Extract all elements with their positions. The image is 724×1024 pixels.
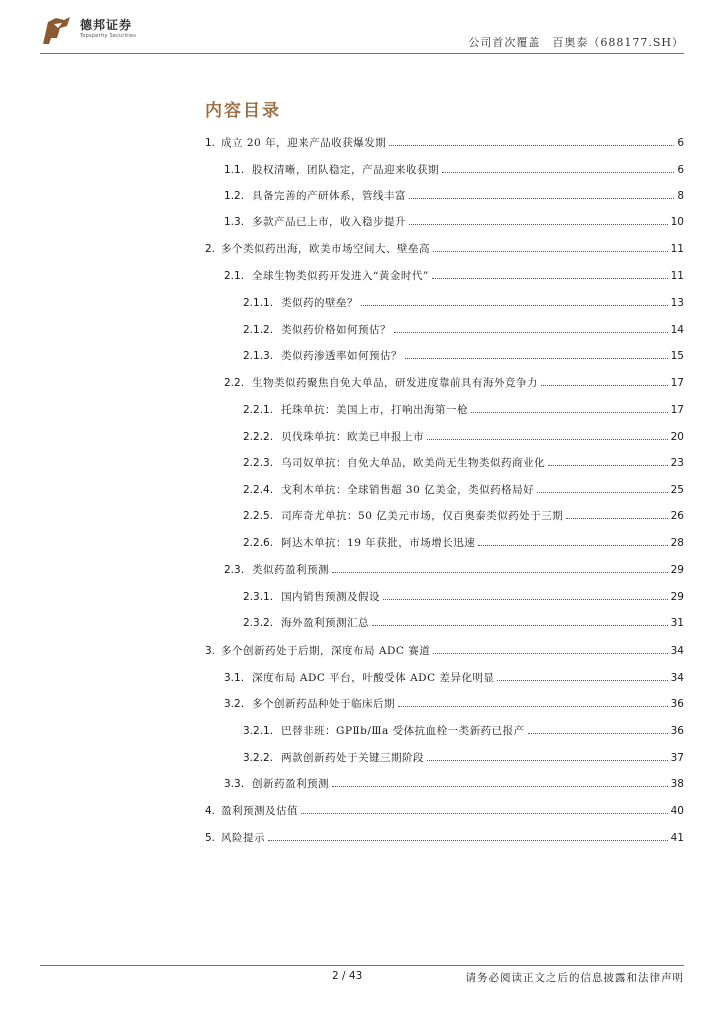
toc-entry-page: 36 bbox=[670, 725, 684, 737]
toc-entry-number: 3.2.2. bbox=[243, 752, 274, 764]
toc-leader-dots bbox=[427, 439, 668, 440]
brand-logo-icon bbox=[40, 14, 74, 48]
toc-entry-page: 23 bbox=[670, 457, 684, 469]
brand-name: 德邦证券 bbox=[80, 18, 133, 32]
toc-entry-number: 1.1. bbox=[224, 164, 245, 176]
toc-title: 内容目录 bbox=[205, 101, 281, 121]
toc-entry-text: 类似药盈利预测 bbox=[252, 564, 330, 576]
toc-leader-dots bbox=[332, 786, 668, 787]
toc-entry-page: 20 bbox=[670, 431, 684, 443]
toc-entry-text: 司库奇尤单抗：50 亿美元市场，仅百奥泰类似药处于三期 bbox=[281, 510, 564, 522]
toc-entry-number: 3.3. bbox=[224, 778, 245, 790]
toc-leader-dots bbox=[497, 680, 667, 681]
toc-entry-page: 15 bbox=[670, 350, 684, 362]
toc-entry-number: 2.2.2. bbox=[243, 431, 274, 443]
toc-entry-page: 6 bbox=[677, 164, 684, 176]
toc-entry-number: 2.1.2. bbox=[243, 324, 274, 336]
toc-leader-dots bbox=[372, 625, 668, 626]
toc-entry[interactable] bbox=[243, 403, 684, 417]
toc-leader-dots bbox=[528, 733, 668, 734]
toc-entry-page: 28 bbox=[670, 537, 684, 549]
toc-leader-dots bbox=[432, 278, 668, 279]
toc-entry[interactable] bbox=[224, 777, 684, 791]
toc-entry-text: 风险提示 bbox=[221, 832, 266, 844]
brand-logo bbox=[40, 14, 190, 50]
toc-entry-number: 2.1.1. bbox=[243, 297, 274, 309]
page-header bbox=[0, 0, 724, 60]
toc-entry-text: 托珠单抗：美国上市，打响出海第一枪 bbox=[281, 404, 469, 416]
toc-entry-number: 2.2.4. bbox=[243, 484, 274, 496]
toc-entry[interactable] bbox=[224, 376, 684, 390]
toc-entry[interactable] bbox=[243, 296, 684, 310]
toc-leader-dots bbox=[332, 572, 668, 573]
toc-entry-number: 1.2. bbox=[224, 190, 245, 202]
toc-leader-dots bbox=[478, 545, 667, 546]
toc-entry-text: 具备完善的产研体系，管线丰富 bbox=[252, 190, 407, 202]
footer-disclaimer: 请务必阅读正文之后的信息披露和法律声明 bbox=[465, 972, 684, 984]
toc-entry-text: 类似药的壁垒？ bbox=[281, 297, 359, 309]
toc-leader-dots bbox=[301, 813, 668, 814]
toc-entry-text: 多个创新药品种处于临床后期 bbox=[252, 698, 396, 710]
toc-leader-dots bbox=[471, 412, 668, 413]
toc-entry-page: 41 bbox=[670, 832, 684, 844]
toc-entry-number: 2.1. bbox=[224, 270, 245, 282]
toc-entry-number: 1.3. bbox=[224, 216, 245, 228]
toc-leader-dots bbox=[566, 518, 667, 519]
toc-entry-number: 2.1.3. bbox=[243, 350, 274, 362]
toc-entry-text: 阿达木单抗：19 年获批，市场增长迅速 bbox=[281, 537, 476, 549]
toc-leader-dots bbox=[409, 224, 668, 225]
report-label: 公司首次覆盖 百奥泰（688177.SH） bbox=[468, 36, 684, 49]
toc-leader-dots bbox=[433, 251, 668, 252]
toc-entry-page: 10 bbox=[670, 216, 684, 228]
toc-entry-text: 股权清晰，团队稳定，产品迎来收获期 bbox=[252, 164, 440, 176]
toc-entry-page: 11 bbox=[670, 243, 684, 255]
toc-entry-text: 多个类似药出海，欧美市场空间大、壁垒高 bbox=[221, 243, 431, 255]
toc-entry[interactable] bbox=[205, 644, 684, 658]
toc-entry-text: 创新药盈利预测 bbox=[252, 778, 330, 790]
toc-entry-page: 17 bbox=[670, 404, 684, 416]
toc-entry-number: 3.2.1. bbox=[243, 725, 274, 737]
toc-entry-page: 37 bbox=[670, 752, 684, 764]
toc-entry[interactable] bbox=[224, 563, 684, 577]
toc-leader-dots bbox=[548, 465, 668, 466]
toc-leader-dots bbox=[383, 599, 668, 600]
toc-entry-page: 29 bbox=[670, 564, 684, 576]
toc-entry[interactable] bbox=[243, 349, 684, 363]
toc-entry[interactable] bbox=[205, 804, 684, 818]
toc-leader-dots bbox=[394, 332, 668, 333]
toc-entry-text: 两款创新药处于关键三期阶段 bbox=[281, 752, 425, 764]
toc-entry-page: 14 bbox=[670, 324, 684, 336]
toc-entry-number: 2.3.1. bbox=[243, 591, 274, 603]
toc-leader-dots bbox=[433, 653, 667, 654]
toc-entry-text: 深度布局 ADC 平台，叶酸受体 ADC 差异化明显 bbox=[252, 672, 495, 684]
toc-entry-text: 乌司奴单抗：自免大单品，欧美尚无生物类似药商业化 bbox=[281, 457, 546, 469]
toc-entry-text: 巴替非班：GPⅡb/Ⅲa 受体抗血栓一类新药已报产 bbox=[281, 725, 525, 737]
toc-entry-number: 3. bbox=[205, 645, 216, 657]
toc-entry-text: 多款产品已上市，收入稳步提升 bbox=[252, 216, 407, 228]
toc-entry[interactable] bbox=[205, 136, 684, 150]
toc-entry-number: 2.2.5. bbox=[243, 510, 274, 522]
toc-entry-page: 11 bbox=[670, 270, 684, 282]
toc-entry[interactable] bbox=[224, 215, 684, 229]
toc-entry-number: 1. bbox=[205, 137, 216, 149]
toc-entry-page: 38 bbox=[670, 778, 684, 790]
toc-entry-number: 3.2. bbox=[224, 698, 245, 710]
toc-entry-text: 多个创新药处于后期，深度布局 ADC 赛道 bbox=[221, 645, 431, 657]
toc-entry-text: 成立 20 年，迎来产品收获爆发期 bbox=[221, 137, 387, 149]
toc-entry[interactable] bbox=[224, 269, 684, 283]
toc-entry-number: 5. bbox=[205, 832, 216, 844]
toc-entry-text: 类似药价格如何预估？ bbox=[281, 324, 392, 336]
toc-entry-number: 2.2.3. bbox=[243, 457, 274, 469]
toc-entry-text: 国内销售预测及假设 bbox=[281, 591, 381, 603]
toc-entry[interactable] bbox=[243, 430, 684, 444]
toc-leader-dots bbox=[541, 385, 668, 386]
toc-entry-text: 类似药渗透率如何预估？ bbox=[281, 350, 403, 362]
toc-entry-page: 13 bbox=[670, 297, 684, 309]
toc-leader-dots bbox=[361, 305, 668, 306]
toc-entry[interactable] bbox=[243, 724, 684, 738]
toc-entry-page: 34 bbox=[670, 672, 684, 684]
toc-entry-number: 2.2.6. bbox=[243, 537, 274, 549]
toc-entry-page: 26 bbox=[670, 510, 684, 522]
header-divider bbox=[40, 53, 684, 54]
toc-entry[interactable] bbox=[243, 509, 684, 523]
toc-entry[interactable] bbox=[243, 536, 684, 550]
toc-entry[interactable] bbox=[224, 671, 684, 685]
toc-entry-text: 贝伐珠单抗：欧美已申报上市 bbox=[281, 431, 425, 443]
toc-entry-page: 34 bbox=[670, 645, 684, 657]
toc-entry[interactable] bbox=[205, 242, 684, 256]
toc-entry-number: 2.3.2. bbox=[243, 617, 274, 629]
toc-entry-text: 盈利预测及估值 bbox=[221, 805, 299, 817]
toc-leader-dots bbox=[409, 198, 674, 199]
toc-entry-text: 全球生物类似药开发进入“黄金时代” bbox=[252, 270, 429, 282]
toc-entry-page: 17 bbox=[670, 377, 684, 389]
toc-entry-number: 2.2. bbox=[224, 377, 245, 389]
brand-subtitle: Topsperity Securities bbox=[80, 33, 137, 39]
toc-entry[interactable] bbox=[243, 483, 684, 497]
toc-leader-dots bbox=[398, 706, 668, 707]
toc-leader-dots bbox=[405, 358, 668, 359]
toc-entry-text: 戈利木单抗：全球销售超 30 亿美金，类似药格局好 bbox=[281, 484, 535, 496]
toc-entry[interactable] bbox=[243, 590, 684, 604]
toc-entry[interactable] bbox=[243, 616, 684, 630]
toc-entry-page: 29 bbox=[670, 591, 684, 603]
toc-entry-page: 8 bbox=[677, 190, 684, 202]
toc-entry-page: 6 bbox=[677, 137, 684, 149]
toc-entry-page: 36 bbox=[670, 698, 684, 710]
toc-entry-number: 2. bbox=[205, 243, 216, 255]
toc-entry-page: 31 bbox=[670, 617, 684, 629]
toc-entry-number: 2.3. bbox=[224, 564, 245, 576]
toc-entry[interactable] bbox=[243, 751, 684, 765]
toc-entry[interactable] bbox=[224, 189, 684, 203]
toc-entry-page: 25 bbox=[670, 484, 684, 496]
toc-entry-text: 海外盈利预测汇总 bbox=[281, 617, 370, 629]
page-number: 2 / 43 bbox=[332, 970, 363, 982]
toc-entry[interactable] bbox=[243, 323, 684, 337]
toc-leader-dots bbox=[389, 145, 674, 146]
footer-divider bbox=[40, 965, 684, 966]
toc-entry-number: 2.2.1. bbox=[243, 404, 274, 416]
toc-leader-dots bbox=[537, 492, 668, 493]
toc-leader-dots bbox=[427, 760, 668, 761]
toc-entry-number: 3.1. bbox=[224, 672, 245, 684]
toc-entry[interactable] bbox=[205, 831, 684, 845]
toc-entry-number: 4. bbox=[205, 805, 216, 817]
toc-leader-dots bbox=[268, 840, 668, 841]
toc-entry[interactable] bbox=[243, 456, 684, 470]
toc-entry[interactable] bbox=[224, 163, 684, 177]
toc-entry-text: 生物类似药聚焦自免大单品，研发进度靠前具有海外竞争力 bbox=[252, 377, 539, 389]
toc-entry[interactable] bbox=[224, 697, 684, 711]
toc-entry-page: 40 bbox=[670, 805, 684, 817]
toc-leader-dots bbox=[442, 172, 674, 173]
